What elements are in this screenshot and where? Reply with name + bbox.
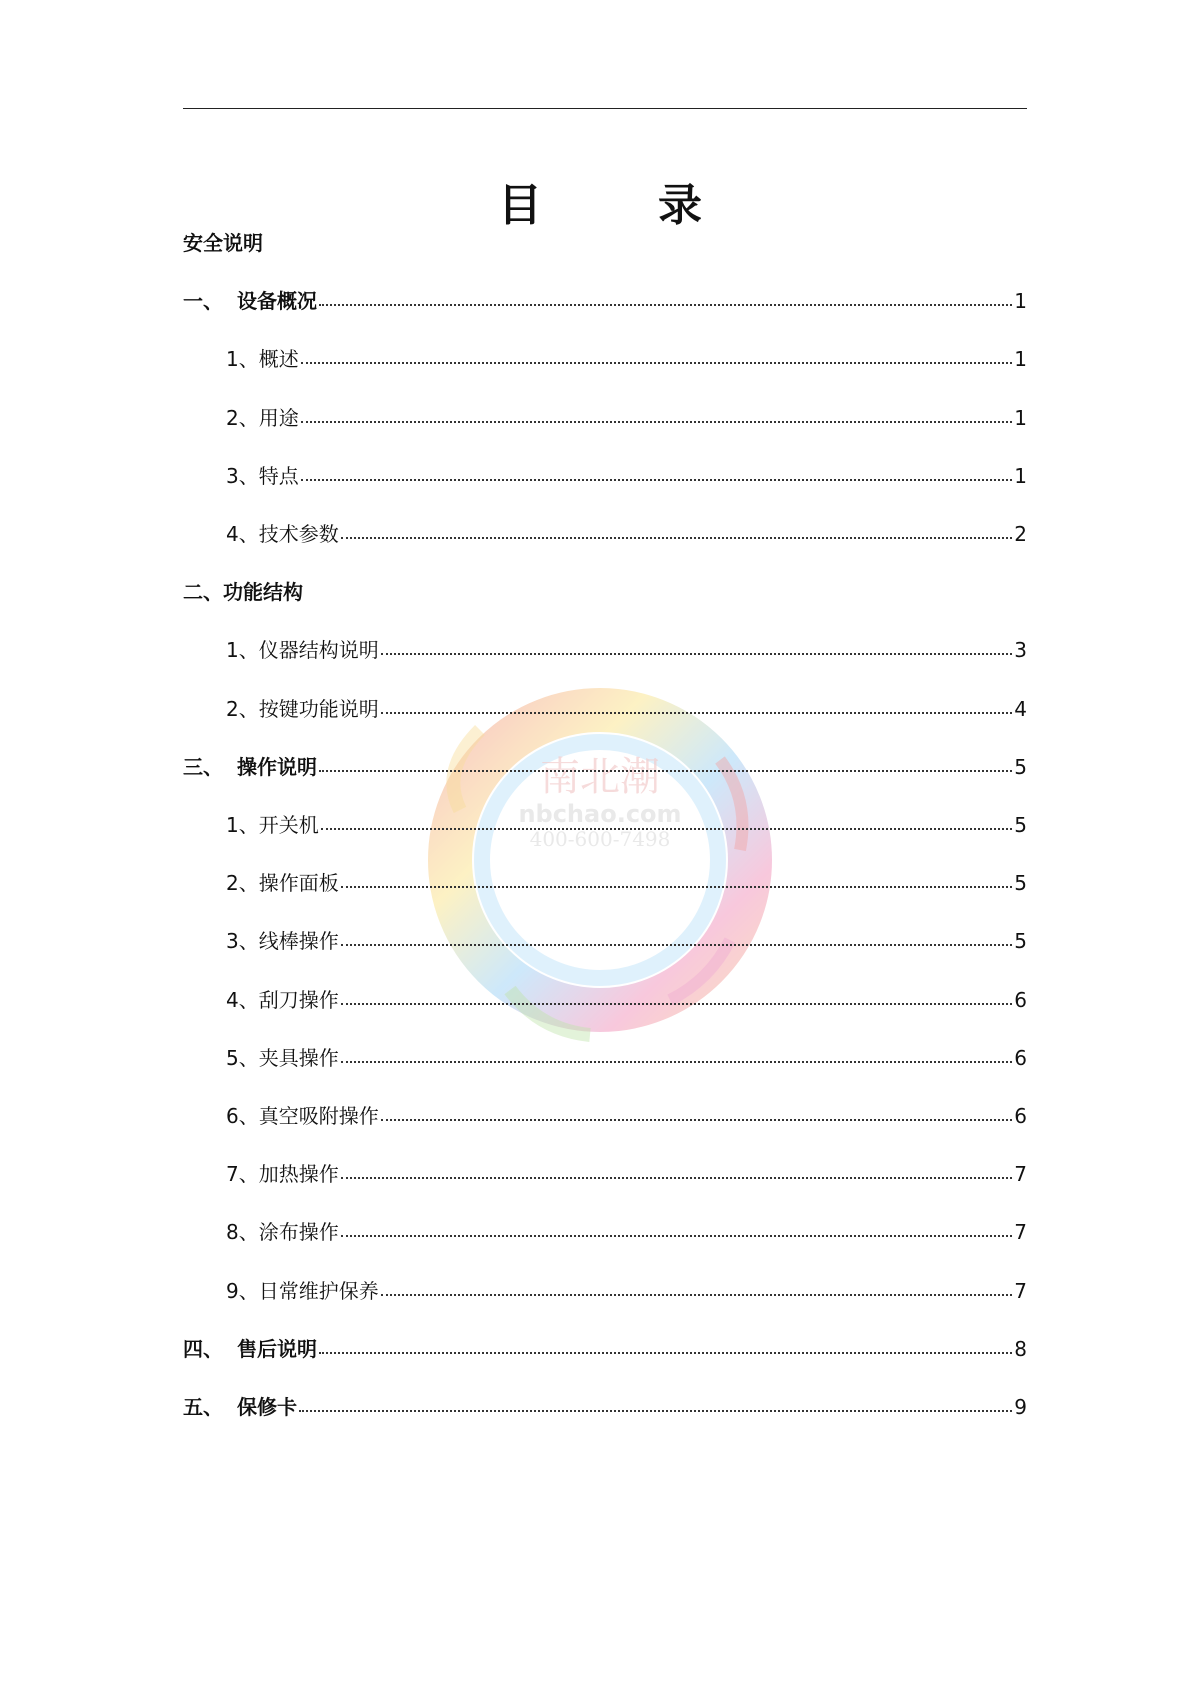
toc-dot-leader (301, 479, 1013, 481)
toc-entry-number: 5、 (226, 1045, 259, 1070)
toc-entry-number: 6、 (226, 1104, 259, 1128)
toc-page-number: 5 (1014, 754, 1027, 779)
toc-entry-label: 概述 (258, 347, 299, 372)
toc-subsection-entry[interactable] (226, 1098, 1027, 1130)
toc-entry-label: 加热操作 (258, 1162, 339, 1187)
toc-subsection-entry[interactable] (226, 923, 1027, 955)
toc-dot-leader (341, 1235, 1013, 1237)
toc-page-number: 3 (1014, 638, 1027, 663)
toc-page-number: 8 (1014, 1336, 1027, 1361)
toc-dot-leader (341, 886, 1013, 888)
toc-entry-number: 二、 (183, 580, 223, 605)
toc-entry-label: 日常维护保养 (258, 1278, 379, 1303)
watermark-phone: 400-600-7498 (529, 827, 671, 851)
toc-entry-label: 刮刀操作 (258, 987, 339, 1012)
toc-page-number: 5 (1014, 813, 1027, 837)
toc-entry-number: 1、 (226, 347, 259, 372)
toc-subsection-entry[interactable] (226, 516, 1027, 548)
toc-dot-leader (301, 421, 1013, 423)
toc-page-number: 1 (1014, 289, 1027, 314)
toc-page-number: 4 (1014, 696, 1027, 721)
toc-entry-label: 保修卡 (237, 1395, 297, 1419)
toc-dot-leader (319, 1352, 1012, 1354)
toc-dot-leader (321, 828, 1013, 830)
toc-entry-label: 技术参数 (258, 522, 339, 546)
toc-entry-label: 操作说明 (237, 754, 317, 779)
toc-dot-leader (319, 770, 1012, 772)
toc-dot-leader (301, 362, 1013, 364)
toc-entry-number: 2、 (226, 405, 259, 430)
toc-dot-leader (381, 712, 1013, 714)
toc-entry-number: 9、 (226, 1278, 259, 1303)
toc-page-number: 1 (1014, 405, 1027, 430)
toc-entry-number: 8、 (226, 1220, 259, 1245)
toc-page-number: 7 (1014, 1220, 1027, 1245)
toc-entry-label: 开关机 (258, 813, 319, 837)
toc-entry-label: 设备概况 (237, 289, 317, 314)
toc-section-entry[interactable] (183, 1389, 1027, 1421)
toc-section-entry[interactable] (183, 749, 1027, 781)
toc-entry-number: 2、 (226, 696, 259, 721)
toc-page-number: 7 (1014, 1278, 1027, 1303)
toc-subsection-entry[interactable] (226, 865, 1027, 897)
toc-subsection-entry[interactable] (226, 458, 1027, 490)
header-rule (183, 108, 1027, 109)
toc-page-number: 5 (1014, 871, 1027, 896)
toc-subsection-entry[interactable] (226, 1156, 1027, 1188)
toc-dot-leader (381, 1119, 1013, 1121)
toc-dot-leader (341, 1003, 1013, 1005)
toc-page-number: 2 (1014, 522, 1027, 546)
toc-page-number: 9 (1014, 1395, 1027, 1419)
watermark-brand: 南北潮 (540, 754, 660, 800)
toc-page-number: 5 (1014, 929, 1027, 954)
watermark-site: nbchao.com (518, 800, 682, 828)
toc-subsection-entry[interactable] (226, 1214, 1027, 1246)
toc-page-number: 6 (1014, 1104, 1027, 1128)
toc-entry-label: 涂布操作 (258, 1220, 339, 1245)
toc-dot-leader (341, 1177, 1013, 1179)
toc-page-number: 1 (1014, 463, 1027, 488)
toc-entry-number: 4、 (226, 987, 259, 1012)
toc-entry-number: 三、 (183, 754, 223, 779)
toc-entry-number: 一、 (183, 289, 223, 314)
toc-subsection-entry[interactable] (226, 982, 1027, 1014)
toc-page-number: 1 (1014, 347, 1027, 372)
toc-dot-leader (341, 1061, 1013, 1063)
toc-entry-label: 安全说明 (183, 231, 263, 255)
toc-entry-label: 功能结构 (223, 580, 303, 605)
toc-entry-number: 2、 (226, 871, 259, 896)
toc-entry-number: 1、 (226, 813, 259, 837)
toc-entry-label: 线棒操作 (258, 929, 339, 954)
toc-section-entry[interactable] (183, 283, 1027, 315)
toc-subsection-entry[interactable] (226, 1040, 1027, 1072)
toc-entry-label: 售后说明 (237, 1336, 317, 1361)
toc-entry-label: 操作面板 (258, 871, 339, 896)
toc-entry-number: 3、 (226, 463, 259, 488)
toc-entry-label: 仪器结构说明 (258, 638, 379, 663)
toc-entry-label: 用途 (258, 405, 299, 430)
toc-entry-label: 夹具操作 (258, 1045, 339, 1070)
toc-subsection-entry[interactable] (226, 691, 1027, 723)
toc-subsection-entry[interactable] (226, 400, 1027, 432)
toc-entry-number: 1、 (226, 638, 259, 663)
toc-page-number: 7 (1014, 1162, 1027, 1187)
page-title: 目 录 (498, 180, 738, 231)
toc-dot-leader (299, 1410, 1012, 1412)
toc-dot-leader (341, 537, 1013, 539)
toc-entry-label: 特点 (258, 463, 299, 488)
toc-dot-leader (381, 653, 1013, 655)
toc-entry-number: 7、 (226, 1162, 259, 1187)
toc-entry-number: 4、 (226, 522, 259, 546)
toc-entry-label: 按键功能说明 (258, 696, 379, 721)
toc-entry-number: 3、 (226, 929, 259, 954)
toc-dot-leader (381, 1294, 1013, 1296)
toc-section-entry[interactable] (183, 574, 1027, 606)
toc-page-number: 6 (1014, 1045, 1027, 1070)
toc-dot-leader (341, 944, 1013, 946)
toc-section-entry[interactable] (183, 1331, 1027, 1363)
toc-subsection-entry[interactable] (226, 341, 1027, 373)
toc-dot-leader (319, 304, 1012, 306)
toc-subsection-entry[interactable] (226, 632, 1027, 664)
toc-entry-number: 四、 (183, 1336, 223, 1361)
toc-section-entry[interactable] (183, 225, 1027, 257)
toc-subsection-entry[interactable] (226, 807, 1027, 839)
toc-subsection-entry[interactable] (226, 1273, 1027, 1305)
toc-entry-label: 真空吸附操作 (258, 1104, 379, 1128)
toc-page-number: 6 (1014, 987, 1027, 1012)
toc-entry-number: 五、 (183, 1395, 223, 1419)
